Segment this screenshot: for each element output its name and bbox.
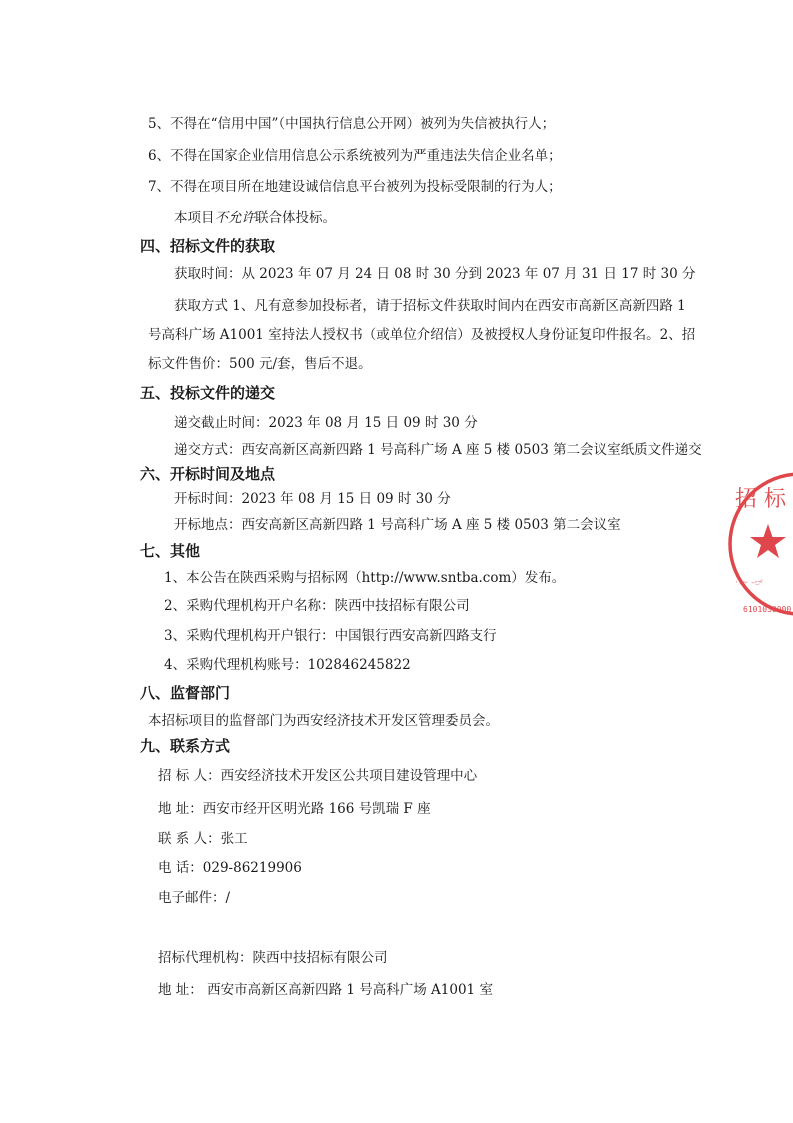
other-item-4: 4、采购代理机构账号：102846245822 (164, 657, 411, 673)
document-acquisition-method-line-3: 标文件售价：500 元/套，售后不退。 (148, 356, 372, 372)
bid-submission-deadline: 递交截止时间：2023 年 08 月 15 日 09 时 30 分 (174, 415, 478, 431)
document-acquisition-method-line-2: 号高科广场 A1001 室持法人授权书（或单位介绍信）及被授权人身份证复印件报名。2、招 (148, 327, 696, 343)
seal-small-mark: · ~ -ಲ್ (735, 578, 764, 588)
eligibility-item-6: 6、不得在国家企业信用信息公示系统被列为严重违法失信企业名单； (148, 148, 562, 164)
consortium-statement (174, 209, 336, 227)
eligibility-item-5: 5、不得在“信用中国”（中国执行信息公开网）被列为失信被执行人； (148, 116, 556, 132)
seal-star-icon (750, 524, 786, 558)
company-seal-stamp (725, 462, 793, 627)
eligibility-item-7: 7、不得在项目所在地建设诚信信息平台被列为投标受限制的行为人； (148, 179, 562, 195)
bid-opening-time: 开标时间：2023 年 08 月 15 日 09 时 30 分 (174, 491, 451, 507)
bid-opening-place: 开标地点：西安高新区高新四路 1 号高科广场 A 座 5 楼 0503 第二会议室 (174, 517, 621, 533)
section-7-heading: 七、其他 (140, 542, 201, 560)
section-8-heading: 八、监督部门 (140, 684, 231, 702)
other-item-2: 2、采购代理机构开户名称：陕西中技招标有限公司 (164, 598, 470, 614)
contact-person: 联 系 人：张工 (158, 831, 248, 847)
section-6-heading: 六、开标时间及地点 (140, 465, 276, 483)
document-acquisition-method-line-1: 获取方式 1、凡有意参加投标者，请于招标文件获取时间内在西安市高新区高新四路 1 (174, 298, 686, 314)
section-4-heading: 四、招标文件的获取 (140, 237, 276, 255)
section-9-heading: 九、联系方式 (140, 737, 231, 755)
seal-lettering: 招 标 (735, 487, 786, 512)
consortium-prefix: 本项目 (174, 210, 215, 226)
section-5-heading: 五、投标文件的递交 (140, 384, 276, 402)
contact-phone: 电 话：029-86219906 (158, 860, 302, 876)
consortium-emphasis: 不允许 (214, 210, 255, 226)
agency-name: 招标代理机构：陕西中技招标有限公司 (158, 950, 388, 966)
bid-submission-method: 递交方式：西安高新区高新四路 1 号高科广场 A 座 5 楼 0503 第二会议室纸质文件递交 (174, 442, 702, 458)
supervision-statement: 本招标项目的监督部门为西安经济技术开发区管理委员会。 (148, 713, 499, 729)
consortium-suffix: 联合体投标。 (255, 210, 336, 226)
other-item-3: 3、采购代理机构开户银行：中国银行西安高新四路支行 (164, 628, 497, 644)
seal-registration-number: 6101030000 (743, 605, 792, 614)
agency-address: 地 址： 西安市高新区高新四路 1 号高科广场 A1001 室 (158, 982, 493, 998)
document-acquisition-time: 获取时间：从 2023 年 07 月 24 日 08 时 30 分到 2023 年 07 月 31 日 17 时 30 分 (174, 266, 696, 282)
contact-email: 电子邮件：/ (158, 890, 231, 906)
other-item-1: 1、本公告在陕西采购与招标网（http://www.sntba.com）发布。 (164, 570, 566, 586)
contact-address: 地 址：西安市经开区明光路 166 号凯瑞 F 座 (158, 801, 431, 817)
contact-tenderer: 招 标 人：西安经济技术开发区公共项目建设管理中心 (158, 768, 478, 784)
